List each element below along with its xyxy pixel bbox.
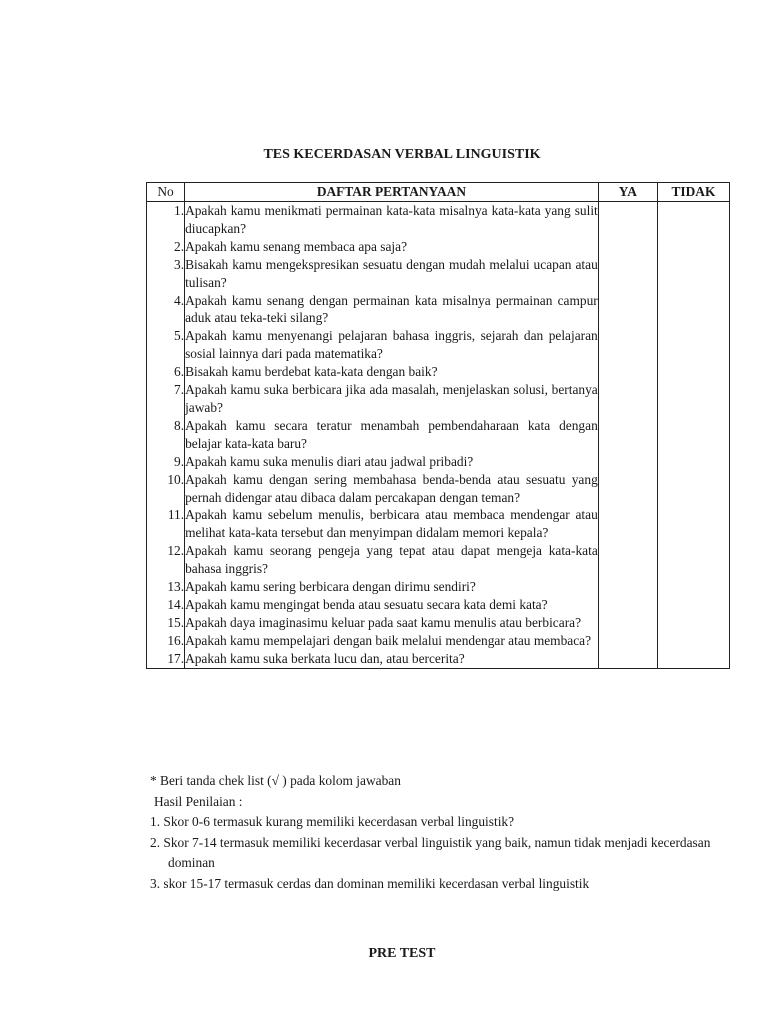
table-row xyxy=(147,363,730,381)
question-text: Apakah kamu secara teratur menambah pembendaharaan kata dengan belajar kata-kata baru? xyxy=(185,417,598,451)
table-row xyxy=(147,453,730,471)
table-row xyxy=(147,578,730,596)
question-number: 10. xyxy=(147,471,185,507)
yes-answer-cell[interactable] xyxy=(598,614,657,632)
table-row xyxy=(147,614,730,632)
yes-answer-cell[interactable] xyxy=(598,292,657,328)
no-answer-cell[interactable] xyxy=(657,453,729,471)
question-number: 8. xyxy=(147,417,185,453)
question-number: 2. xyxy=(147,238,185,256)
header-question: DAFTAR PERTANYAAN xyxy=(185,183,599,202)
question-text: Apakah kamu mempelajari dengan baik melalui mendengar atau membaca? xyxy=(185,632,599,650)
questionnaire-table xyxy=(146,182,730,669)
question-number: 16. xyxy=(147,632,185,650)
table-row xyxy=(147,650,730,668)
question-number: 1. xyxy=(147,202,185,238)
yes-answer-cell[interactable] xyxy=(598,578,657,596)
no-answer-cell[interactable] xyxy=(657,614,729,632)
table-row xyxy=(147,542,730,578)
question-text: Bisakah kamu berdebat kata-kata dengan baik? xyxy=(185,363,599,381)
yes-answer-cell[interactable] xyxy=(598,632,657,650)
header-no-answer: TIDAK xyxy=(657,183,729,202)
table-header-row xyxy=(147,183,730,202)
question-text: Apakah kamu menyenangi pelajaran bahasa inggris, sejarah dan pelajaran sosial lainnya dari pada matematika? xyxy=(185,328,598,362)
no-answer-cell[interactable] xyxy=(657,292,729,328)
yes-answer-cell[interactable] xyxy=(598,542,657,578)
table-row xyxy=(147,471,730,507)
instruction-note: * Beri tanda chek list (√ ) pada kolom jawaban xyxy=(150,773,401,788)
result-heading: Hasil Penilaian : xyxy=(154,793,243,809)
question-text: Apakah kamu suka berkata lucu dan, atau bercerita? xyxy=(185,650,599,668)
table-row xyxy=(147,417,730,453)
no-answer-cell[interactable] xyxy=(657,238,729,256)
question-number: 13. xyxy=(147,578,185,596)
question-number: 6. xyxy=(147,363,185,381)
no-answer-cell[interactable] xyxy=(657,381,729,417)
question-text: Apakah kamu menikmati permainan kata-kata misalnya kata-kata yang sulit diucapkan? xyxy=(185,203,598,236)
notes-section xyxy=(150,771,740,895)
no-answer-cell[interactable] xyxy=(657,417,729,453)
yes-answer-cell[interactable] xyxy=(598,256,657,292)
question-text: Apakah daya imaginasimu keluar pada saat kamu menulis atau berbicara? xyxy=(185,614,599,632)
yes-answer-cell[interactable] xyxy=(598,327,657,363)
question-text: Apakah kamu sebelum menulis, berbicara atau membaca mendengar atau melihat kata-kata tersebut dan menyimpan didalam memori kepala? xyxy=(185,507,598,541)
question-number: 12. xyxy=(147,542,185,578)
question-number: 11. xyxy=(147,506,185,542)
yes-answer-cell[interactable] xyxy=(598,596,657,614)
no-answer-cell[interactable] xyxy=(657,596,729,614)
yes-answer-cell[interactable] xyxy=(598,506,657,542)
yes-answer-cell[interactable] xyxy=(598,417,657,453)
table-row xyxy=(147,256,730,292)
question-number: 9. xyxy=(147,453,185,471)
yes-answer-cell[interactable] xyxy=(598,471,657,507)
table-row xyxy=(147,506,730,542)
yes-answer-cell[interactable] xyxy=(598,363,657,381)
table-row xyxy=(147,596,730,614)
score-item-3: 3. skor 15-17 termasuk cerdas dan dominan memiliki kecerdasan verbal linguistik xyxy=(150,875,590,891)
question-text: Apakah kamu suka berbicara jika ada masalah, menjelaskan solusi, bertanya jawab? xyxy=(185,382,598,415)
question-number: 15. xyxy=(147,614,185,632)
no-answer-cell[interactable] xyxy=(657,327,729,363)
question-text: Apakah kamu dengan sering membahasa benda-benda atau sesuatu yang pernah didengar atau dibaca dalam percakapan dengan teman? xyxy=(185,471,598,505)
question-text: Apakah kamu sering berbicara dengan dirimu sendiri? xyxy=(185,578,599,596)
document-title: TES KECERDASAN VERBAL LINGUISTIK xyxy=(263,147,541,162)
no-answer-cell[interactable] xyxy=(657,632,729,650)
question-text: Apakah kamu mengingat benda atau sesuatu secara kata demi kata? xyxy=(185,596,599,614)
table-row xyxy=(147,327,730,363)
question-text: Apakah kamu senang dengan permainan kata misalnya permainan campur aduk atau teka-teki silang? xyxy=(185,292,598,326)
question-text: Apakah kamu suka menulis diari atau jadwal pribadi? xyxy=(185,453,599,471)
table-row xyxy=(147,238,730,256)
table-row xyxy=(147,632,730,650)
yes-answer-cell[interactable] xyxy=(598,202,657,238)
question-number: 14. xyxy=(147,596,185,614)
table-row xyxy=(147,292,730,328)
yes-answer-cell[interactable] xyxy=(598,381,657,417)
question-number: 4. xyxy=(147,292,185,328)
yes-answer-cell[interactable] xyxy=(598,650,657,668)
question-number: 17. xyxy=(147,650,185,668)
no-answer-cell[interactable] xyxy=(657,542,729,578)
question-number: 3. xyxy=(147,256,185,292)
no-answer-cell[interactable] xyxy=(657,650,729,668)
table-row xyxy=(147,202,730,238)
question-text: Bisakah kamu mengekspresikan sesuatu dengan mudah melalui ucapan atau tulisan? xyxy=(185,256,598,290)
no-answer-cell[interactable] xyxy=(657,506,729,542)
score-item-2: 2. Skor 7-14 termasuk memiliki kecerdasar verbal linguistik yang baik, namun tidak menjadi kecerdasan dominan xyxy=(150,834,711,871)
no-answer-cell[interactable] xyxy=(657,256,729,292)
no-answer-cell[interactable] xyxy=(657,578,729,596)
question-number: 5. xyxy=(147,327,185,363)
table-row xyxy=(147,381,730,417)
yes-answer-cell[interactable] xyxy=(598,238,657,256)
no-answer-cell[interactable] xyxy=(657,471,729,507)
no-answer-cell[interactable] xyxy=(657,202,729,238)
no-answer-cell[interactable] xyxy=(657,363,729,381)
header-yes: YA xyxy=(598,183,657,202)
header-no: No xyxy=(147,183,185,202)
question-text: Apakah kamu senang membaca apa saja? xyxy=(185,238,599,256)
yes-answer-cell[interactable] xyxy=(598,453,657,471)
pre-test-title: PRE TEST xyxy=(368,946,436,961)
score-item-1: 1. Skor 0-6 termasuk kurang memiliki kecerdasan verbal linguistik? xyxy=(150,814,515,830)
question-text: Apakah kamu seorang pengeja yang tepat atau dapat mengeja kata-kata bahasa inggris? xyxy=(185,543,598,577)
question-number: 7. xyxy=(147,381,185,417)
